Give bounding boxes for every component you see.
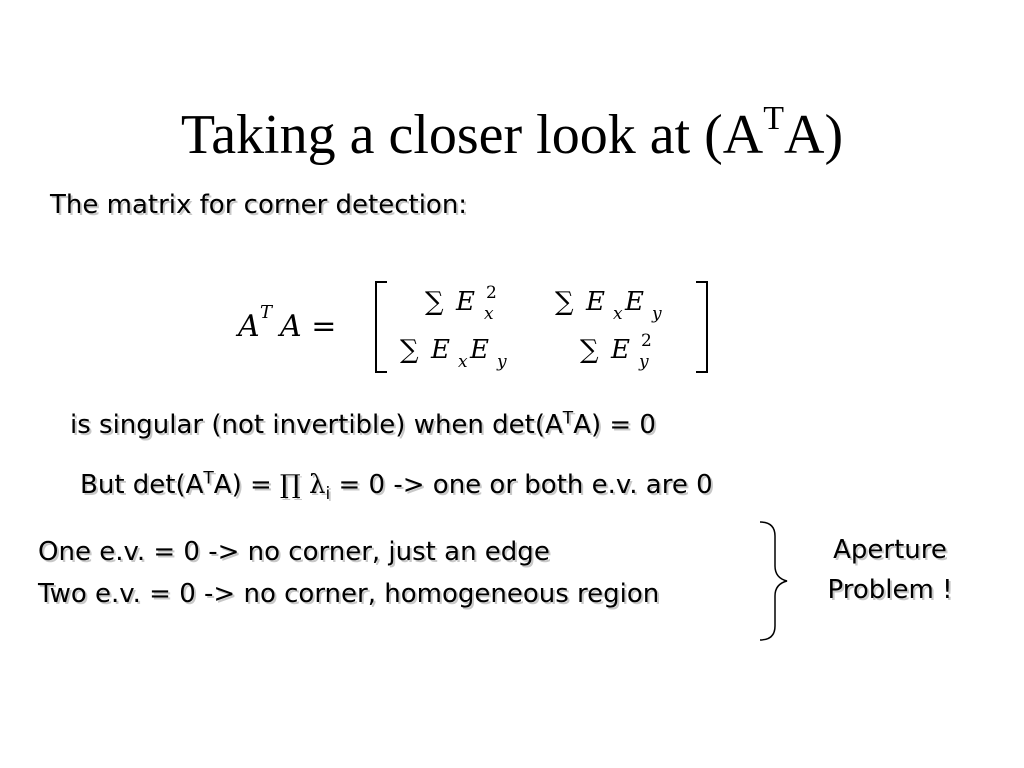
e-r1c1: E [456,287,475,317]
lambda-symbol: λ [309,470,326,500]
ev-line-two: Two e.v. = 0 -> no corner, homogeneous region [38,579,660,609]
aperture-line2: Problem ! [827,575,953,605]
s2-r1c2: y [652,304,662,324]
det-sup: T [203,468,214,489]
sub-r2c2: y [639,352,649,372]
det-pre: But det(A [80,470,204,500]
e1-r2c1: E [431,335,450,365]
sum-r1c1: ∑ [425,287,444,317]
singular-pre: is singular (not invertible) when det(A [70,410,563,440]
det-post: = 0 -> one or both e.v. are 0 [330,470,713,500]
lhs-rest: A = [280,309,337,344]
determinant-statement [80,468,713,505]
title-superscript: T [763,100,785,138]
lambda-subscript: i [325,484,331,505]
title-end: A) [784,104,844,166]
e2-r2c1: E [470,335,489,365]
left-bracket [376,282,387,372]
sup-r2c2: 2 [641,331,652,351]
curly-brace [757,520,797,642]
right-bracket [696,282,707,372]
s2-r2c1: y [497,352,507,372]
lhs-t: T [260,302,273,323]
lhs-a: A [238,309,260,344]
singular-sup: T [562,408,574,429]
aperture-line1: Aperture [833,535,947,565]
sub-r1c1: x [484,304,494,324]
ev-line-one: One e.v. = 0 -> no corner, just an edge [38,537,550,567]
title-text: Taking a closer look at (A [180,104,764,166]
s1-r1c2: x [613,304,623,324]
product-symbol: ∏ [280,470,301,500]
sum-r2c1: ∑ [400,335,419,365]
sum-r1c2: ∑ [555,287,574,317]
s1-r2c1: x [458,352,468,372]
matrix-equation [230,274,730,378]
e-r2c2: E [611,335,630,365]
aperture-note [800,530,980,610]
e1-r1c2: E [586,287,605,317]
e2-r1c2: E [625,287,644,317]
singular-statement [70,410,656,440]
subheading: The matrix for corner detection: [50,190,468,220]
sum-r2c2: ∑ [580,335,599,365]
sup-r1c1: 2 [486,283,497,303]
singular-post: A) = 0 [573,410,656,440]
slide-title [0,100,1024,170]
det-mid: A) = [213,470,281,500]
